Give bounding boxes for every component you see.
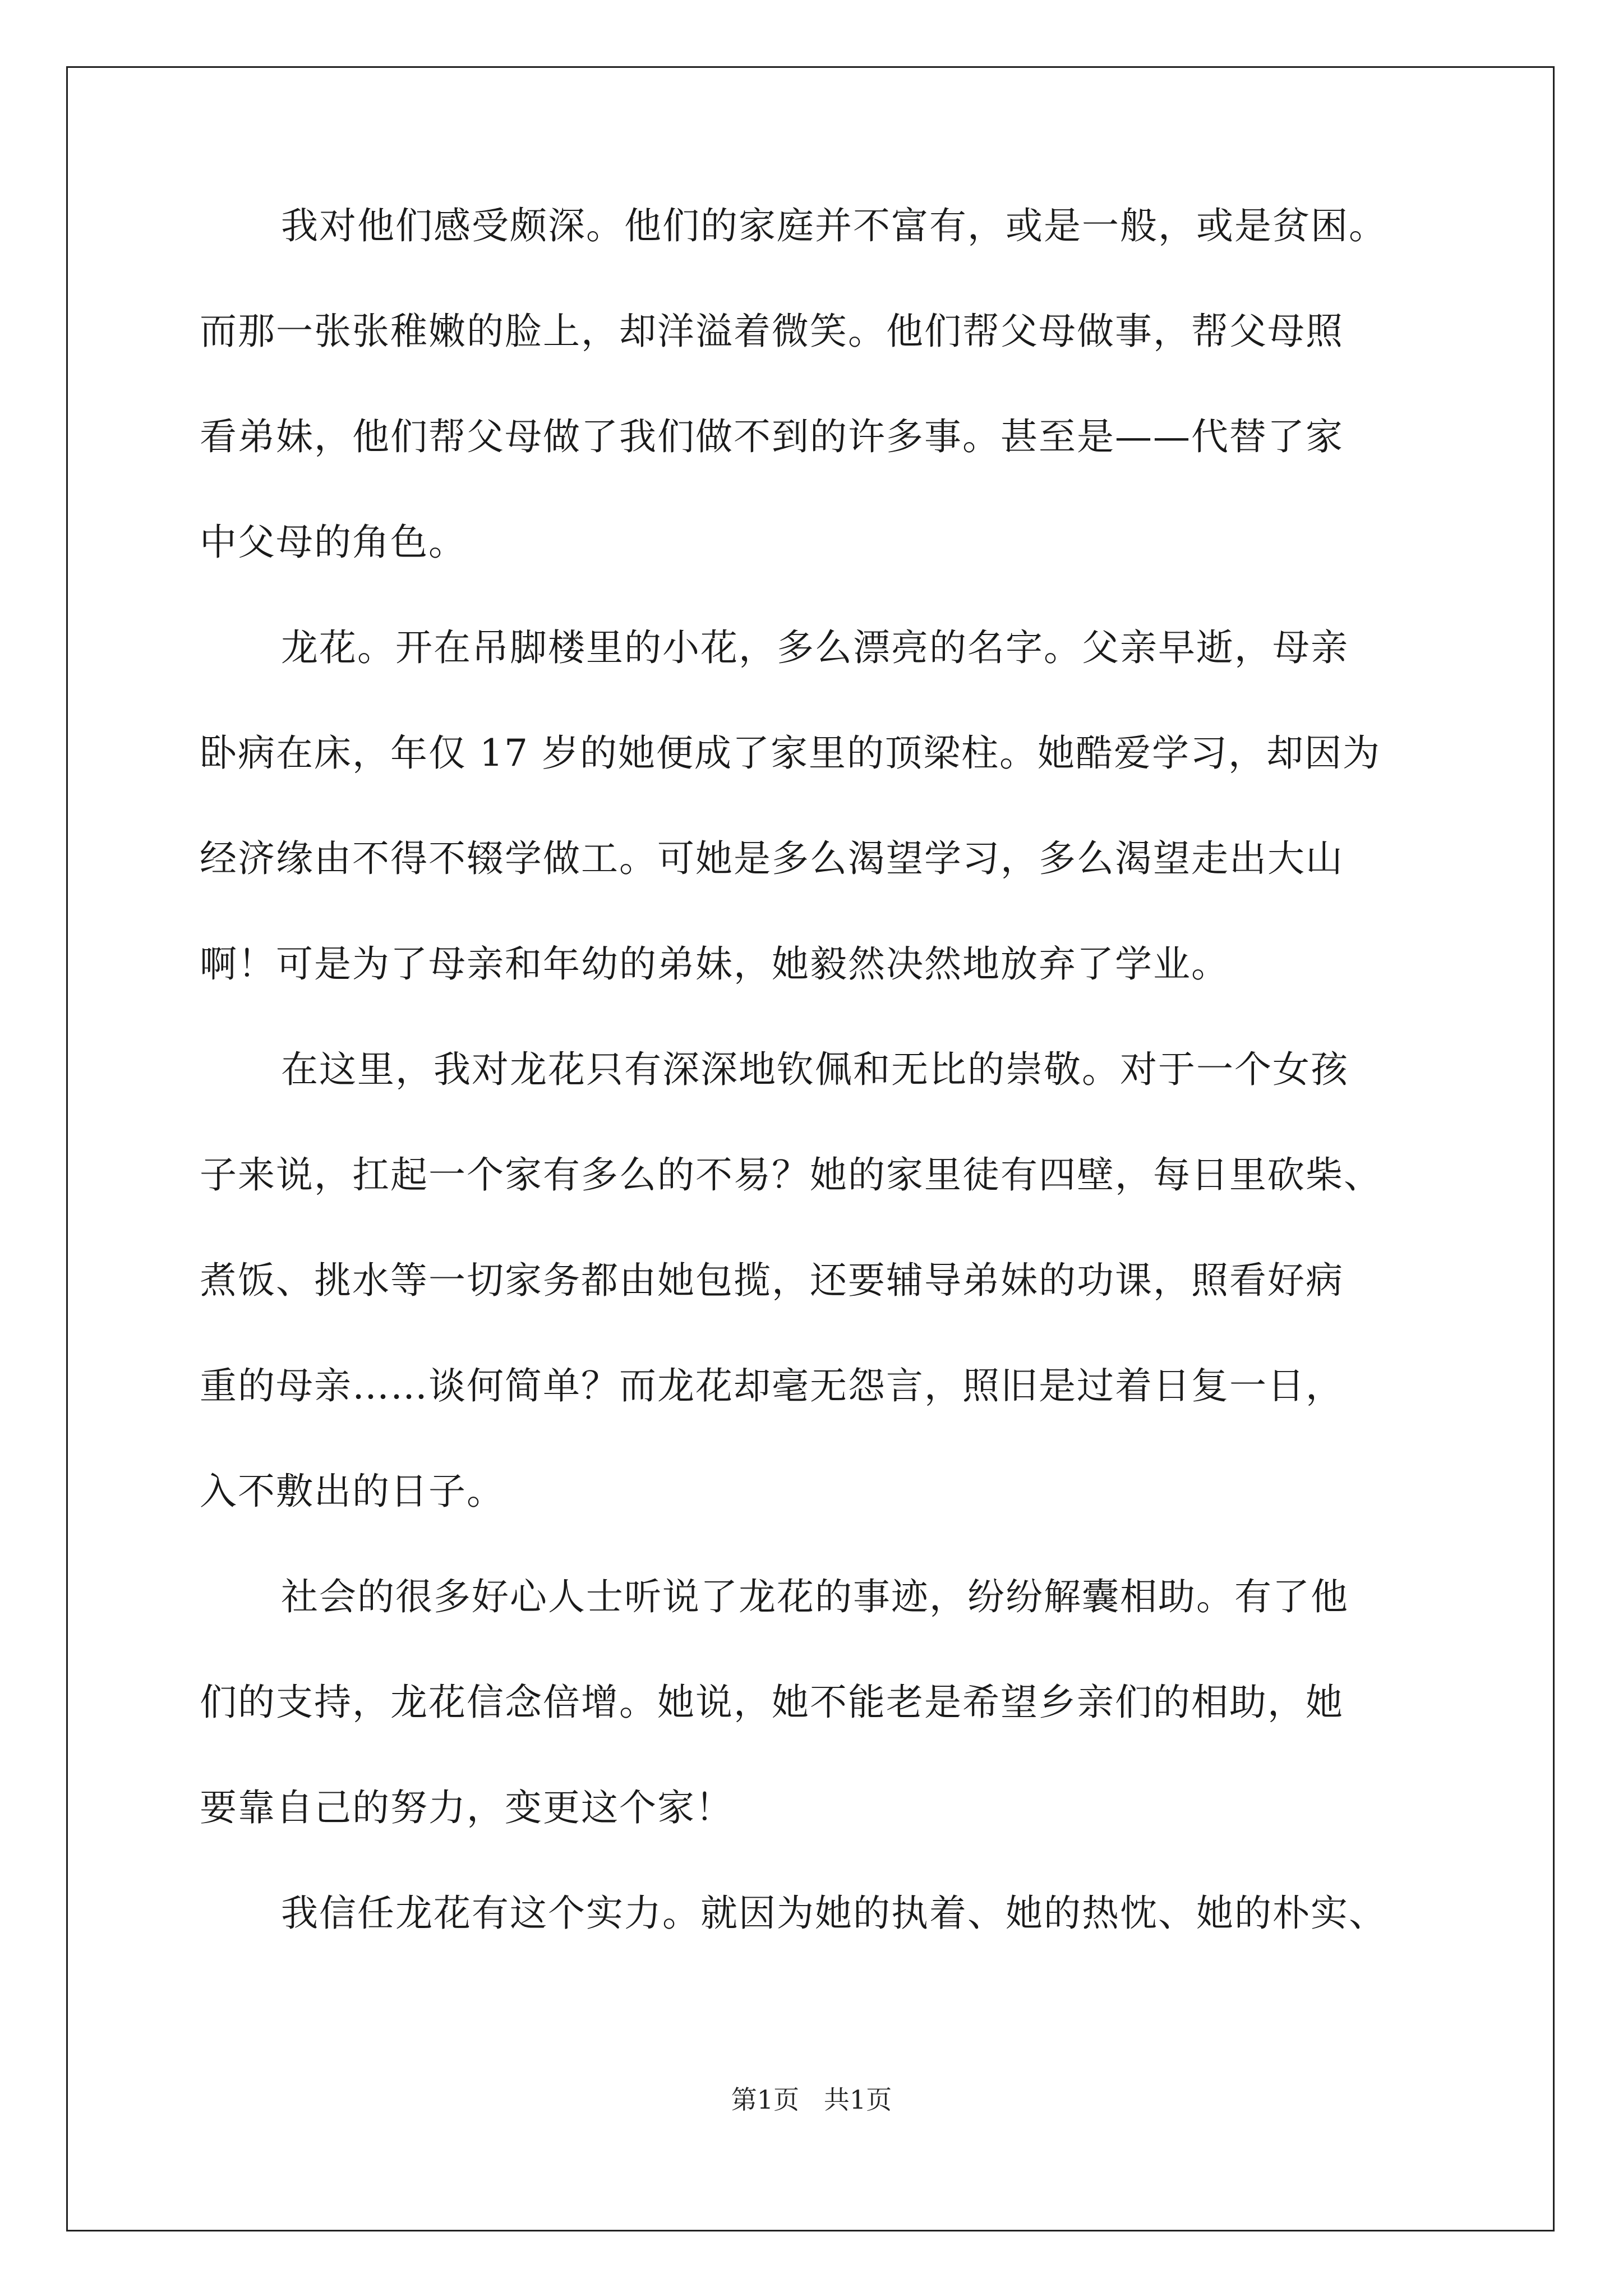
paragraph-3-line-3: 煮饭、挑水等一切家务都由她包揽，还要辅导弟妹的功课，照看好病 xyxy=(200,1259,1344,1302)
paragraph-4-line-2: 们的支持，龙花信念倍增。她说，她不能老是希望乡亲们的相助，她 xyxy=(200,1681,1344,1724)
paragraph-3-line-2: 子来说，扛起一个家有多么的不易？她的家里徒有四壁，每日里砍柴、 xyxy=(200,1153,1382,1197)
paragraph-1-line-2: 而那一张张稚嫩的脸上，却洋溢着微笑。他们帮父母做事，帮父母照 xyxy=(200,310,1344,353)
paragraph-1-line-4: 中父母的角色。 xyxy=(200,521,467,564)
paragraph-2-line-1: 龙花。开在吊脚楼里的小花，多么漂亮的名字。父亲早逝，母亲 xyxy=(281,626,1349,669)
paragraph-2-line-4: 啊！可是为了母亲和年幼的弟妹，她毅然决然地放弃了学业。 xyxy=(200,942,1229,986)
paragraph-5-line-1: 我信任龙花有这个实力。就因为她的执着、她的热忱、她的朴实、 xyxy=(281,1892,1387,1935)
paragraph-4-line-1: 社会的很多好心人士听说了龙花的事迹，纷纷解囊相助。有了他 xyxy=(281,1575,1349,1618)
paragraph-2-line-2: 卧病在床，年仅 17 岁的她便成了家里的顶梁柱。她酷爱学习，却因为 xyxy=(200,731,1381,775)
paragraph-3-line-4: 重的母亲……谈何简单？而龙花却毫无怨言，照旧是过着日复一日， xyxy=(200,1364,1344,1407)
paragraph-3-line-1: 在这里，我对龙花只有深深地钦佩和无比的崇敬。对于一个女孩 xyxy=(281,1048,1349,1091)
paragraph-3-line-5: 入不敷出的日子。 xyxy=(200,1470,505,1513)
paragraph-1-line-1: 我对他们感受颇深。他们的家庭并不富有，或是一般，或是贫困。 xyxy=(281,204,1387,247)
paragraph-4-line-3: 要靠自己的努力，变更这个家！ xyxy=(200,1786,734,1829)
page-number-footer: 第1页 共1页 xyxy=(731,2085,892,2115)
paragraph-1-line-3: 看弟妹，他们帮父母做了我们做不到的许多事。甚至是——代替了家 xyxy=(200,415,1344,458)
paragraph-2-line-3: 经济缘由不得不辍学做工。可她是多么渴望学习，多么渴望走出大山 xyxy=(200,837,1344,880)
